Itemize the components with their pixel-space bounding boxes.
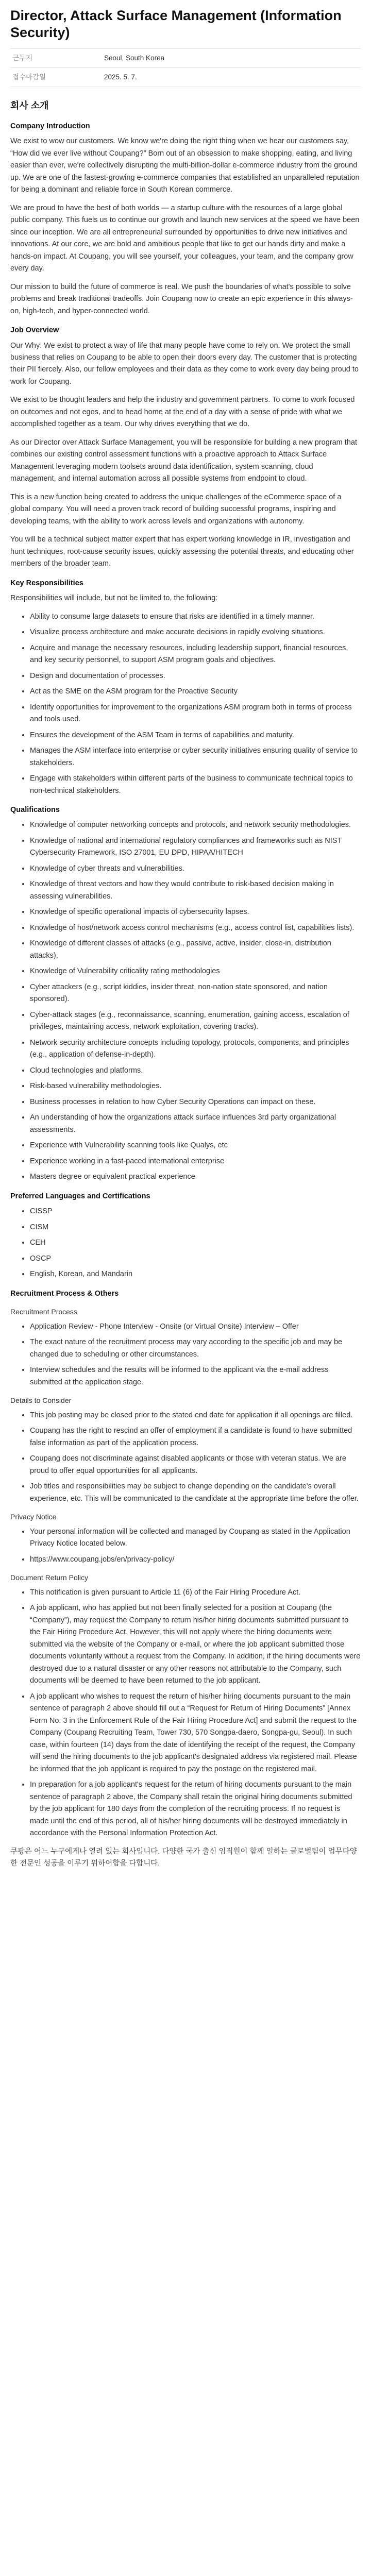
company-intro-paragraph: Our mission to build the future of commerce is real. We push the boundaries of what's possible to solve problems and break traditional tradeoffs. Join Coupang now to create an epic experience in this always-on, high-tech, and hyper-connected world. (10, 282, 353, 315)
list-item: • The exact nature of the recruitment process may vary according to the specific job and may be changed due to scheduling or other circumstances. (30, 1336, 361, 1361)
list-item: • Knowledge of different classes of attacks (e.g., passive, active, insider, close-in, distribution attacks). (30, 938, 361, 962)
list-item: • Cloud technologies and platforms. (30, 1065, 361, 1077)
recruitment-process-heading: Recruitment Process (10, 1307, 77, 1316)
list-item: • Experience working in a fast-paced international enterprise (30, 1156, 361, 1167)
list-item: • Masters degree or equivalent practical experience (30, 1171, 361, 1183)
list-item: • CISSP (30, 1206, 361, 1217)
list-item: • Application Review - Phone Interview - Onsite (or Virtual Onsite) Interview – Offer (30, 1321, 361, 1333)
list-item: • Knowledge of Vulnerability criticality rating methodologies (30, 965, 361, 977)
privacy-policy-link[interactable]: https://www.coupang.jobs/en/privacy-policy/ (30, 1555, 175, 1564)
meta-value-location: Seoul, South Korea (102, 48, 361, 67)
list-item: • Coupang does not discriminate against disabled applicants or those with veteran status. We are proud to offer equal opportunities for all applicants. (30, 1453, 361, 1477)
privacy-heading: Privacy Notice (10, 1513, 57, 1521)
meta-label-deadline: 접수마감일 (10, 67, 102, 87)
languages-list (10, 1206, 361, 1280)
job-overview-paragraph: Our Why: We exist to protect a way of life that many people have come to rely on. We protect the small business that relies on Coupang to be able to open their doors every day. The customer that is protecting their PII fiercely. Also, our fellow employees and their data as they come to work every day being proud to work for Coupang. (10, 341, 359, 386)
list-item: • English, Korean, and Mandarin (30, 1268, 361, 1280)
job-overview-paragraph: As our Director over Attack Surface Management, you will be responsible for building a new program that combines our existing control assessment functions with a proactive approach to Attack Surface Management leveraging modern toolsets around data identification, system scanning, cloud management, and internal automation across all possible systems from endpoint to cloud. (10, 438, 357, 483)
section-title: 회사 소개 (10, 100, 49, 111)
list-item: • Network security architecture concepts including topology, protocols, components, and principles (e.g., application of defense-in-depth). (30, 1037, 361, 1061)
list-item: • A job applicant who wishes to request the return of his/her hiring documents pursuant to the main sentence of paragraph 2 above should fill out a “Request for Return of Hiring Documents” [Annex Form No. 3 in the Enforcement Rule of the Fair Hiring Procedure Act] and submit the request to the Company (Coupang Recruiting Team, Tower 730, 570 Songpa-daero, Songpa-gu, Seoul). In such case, within fourteen (14) days from the date of identifying the receipt of the request, the Company will send the hiring documents to the job applicant's designated address via registered mail. Please be informed that the job applicant is required to pay the postage on the registered mail. (30, 1691, 361, 1775)
job-overview-paragraph: You will be a technical subject matter expert that has expert working knowledge in IR, investigation and hunt techniques, root-cause security issues, quickly assessing the potential threats, and educating other members of the broader team. (10, 535, 354, 568)
list-item: • Interview schedules and the results will be informed to the applicant via the e-mail address submitted at the application stage. (30, 1364, 361, 1388)
company-intro-paragraph: We exist to wow our customers. We know we're doing the right thing when we hear our customers say, “How did we ever live without Coupang?” Born out of an obsession to make shopping, eating, and living easier than ever, we're collectively disrupting the multi-billion-dollar e-commerce industry from the ground up. We are one of the fastest-growing e-commerce companies that established an unparalleled reputation for being a dominant and reliable force in South Korean commerce. (10, 137, 360, 194)
list-item: • Design and documentation of processes. (30, 670, 361, 682)
document-return-heading: Document Return Policy (10, 1573, 88, 1582)
job-overview-heading: Job Overview (10, 326, 59, 335)
list-item (30, 1554, 361, 1566)
meta-label-location: 근무지 (10, 48, 102, 67)
responsibilities-intro: Responsibilities will include, but not be limited to, the following: (10, 594, 218, 603)
company-intro-paragraph: We are proud to have the best of both worlds — a startup culture with the resources of a large global public company. This fuels us to continue our growth and launch new services at the speed we have been since our inception. We are all entrepreneurial surrounded by opportunities to drive new initiatives and innovations. At our core, we are bold and ambitious people that like to get our hands dirty and make a hands-on impact. At Coupang, you will see yourself, your colleagues, your team, and the company grow every day. (10, 204, 360, 273)
list-item: • Job titles and responsibilities may be subject to change depending on the candidate's overall experience, etc. This will be communicated to the candidate at the appropriate time before the offer. (30, 1481, 361, 1505)
recruitment-process-list (10, 1321, 361, 1388)
list-item: • Acquire and manage the necessary resources, including leadership support, financial resources, and key security personnel, to support ASM program goals and objectives. (30, 642, 361, 667)
list-item: • CISM (30, 1222, 361, 1233)
document-return-list (10, 1587, 361, 1840)
details-list (10, 1410, 361, 1505)
list-item: • Experience with Vulnerability scanning tools like Qualys, etc (30, 1140, 361, 1151)
list-item: • This job posting may be closed prior to the stated end date for application if all openings are filled. (30, 1410, 361, 1421)
footer-paragraph: 쿠팡은 어느 누구에게나 열려 있는 회사입니다. 다양한 국가 출신 임직원이 함께 일하는 글로벌팀이 업무다양한 전문인 성공을 이루기 위하여함을 다합니다. (10, 1847, 357, 1868)
list-item: • Visualize process architecture and make accurate decisions in rapidly evolving situations. (30, 626, 361, 638)
list-item: • Knowledge of threat vectors and how they would contribute to risk-based decision making in assessing vulnerabilities. (30, 878, 361, 903)
list-item: • Knowledge of specific operational impacts of cybersecurity lapses. (30, 906, 361, 918)
list-item: • Knowledge of national and international regulatory compliances and frameworks such as NIST Cybersecurity Framework, ISO 27001, EU DPD, HIPAA/HITECH (30, 835, 361, 859)
details-heading: Details to Consider (10, 1396, 72, 1405)
languages-heading: Preferred Languages and Certifications (10, 1192, 150, 1200)
recruitment-heading: Recruitment Process & Others (10, 1289, 119, 1298)
list-item: • Coupang has the right to rescind an offer of employment if a candidate is found to have submitted false information as part of the application process. (30, 1425, 361, 1449)
company-intro-heading: Company Introduction (10, 122, 90, 130)
list-item: • Risk-based vulnerability methodologies. (30, 1080, 361, 1092)
list-item: • Manages the ASM interface into enterprise or cyber security initiatives ensuring quality of service to stakeholders. (30, 745, 361, 769)
list-item: • OSCP (30, 1253, 361, 1265)
list-item: • Business processes in relation to how Cyber Security Operations can impact on these. (30, 1096, 361, 1108)
list-item: • Your personal information will be collected and managed by Coupang as stated in the Application Privacy Notice located below. (30, 1526, 361, 1550)
list-item: • Identify opportunities for improvement to the organizations ASM program both in terms of process and tools used. (30, 702, 361, 726)
list-item: • CEH (30, 1237, 361, 1249)
list-item: • Ensures the development of the ASM Team in terms of capabilities and maturity. (30, 730, 361, 741)
list-item: • An understanding of how the organizations attack surface influences 3rd party organizational assessments. (30, 1112, 361, 1136)
list-item: • Engage with stakeholders within different parts of the business to communicate technical topics to non-technical stakeholders. (30, 773, 361, 797)
qualifications-list (10, 819, 361, 1183)
list-item: • Act as the SME on the ASM program for the Proactive Security (30, 686, 361, 698)
meta-value-deadline: 2025. 5. 7. (102, 67, 361, 87)
list-item: • Ability to consume large datasets to ensure that risks are identified in a timely manner. (30, 611, 361, 623)
list-item: • A job applicant, who has applied but not been finally selected for a position at Coupang (the “Company”), may request the Company to return his/her hiring documents submitted pursuant to the Fair Hiring Procedure Act. However, this will not apply where the hiring documents were submitted via the website of the Company or e-mail, or where the job applicant submitted those documents voluntarily without a request from the Company. In addition, if the hiring documents were destroyed due to a natural disaster or any other reasons not attributable to the Company, such documents will be deemed to have been returned to the job applicant. (30, 1602, 361, 1687)
list-item: • Knowledge of cyber threats and vulnerabilities. (30, 863, 361, 875)
qualifications-heading: Qualifications (10, 806, 60, 814)
list-item: • In preparation for a job applicant's request for the return of hiring documents pursuant to the main sentence of paragraph 2 above, the Company shall retain the original hiring documents submitted by the job applicant for 180 days from the completion of the recruiting process. If no request is made until the end of this period, all of his/her hiring documents will be destroyed immediately in accordance with the Personal Information Protection Act. (30, 1779, 361, 1839)
list-item: • Cyber attackers (e.g., script kiddies, insider threat, non-nation state sponsored, and nation sponsored). (30, 981, 361, 1006)
job-meta-table (10, 48, 361, 87)
job-title: Director, Attack Surface Management (Information Security) (10, 8, 342, 40)
list-item: • Knowledge of host/network access control mechanisms (e.g., access control list, capabilities lists). (30, 922, 361, 934)
list-item: • Cyber-attack stages (e.g., reconnaissance, scanning, enumeration, gaining access, escalation of privileges, maintaining access, network exploitation, covering tracks). (30, 1009, 361, 1033)
list-item: • Knowledge of computer networking concepts and protocols, and network security methodologies. (30, 819, 361, 831)
job-overview-paragraph: This is a new function being created to address the unique challenges of the eCommerce space of a global company. You will need a proven track record of building successful programs, inspiring and developing teams, with the ability to work across levels and organizations with autonomy. (10, 493, 342, 526)
job-overview-paragraph: We exist to be thought leaders and help the industry and government partners. To come to work focused on outcomes and not egos, and to head home at the end of a day with a sense of pride with what we accomplished together as a team. Our why drives everything that we do. (10, 396, 355, 429)
privacy-list (10, 1526, 361, 1566)
meta-row-deadline (10, 67, 361, 87)
responsibilities-list (10, 611, 361, 797)
responsibilities-heading: Key Responsibilities (10, 579, 83, 587)
list-item: • This notification is given pursuant to Article 11 (6) of the Fair Hiring Procedure Act. (30, 1587, 361, 1599)
meta-row-location (10, 48, 361, 67)
